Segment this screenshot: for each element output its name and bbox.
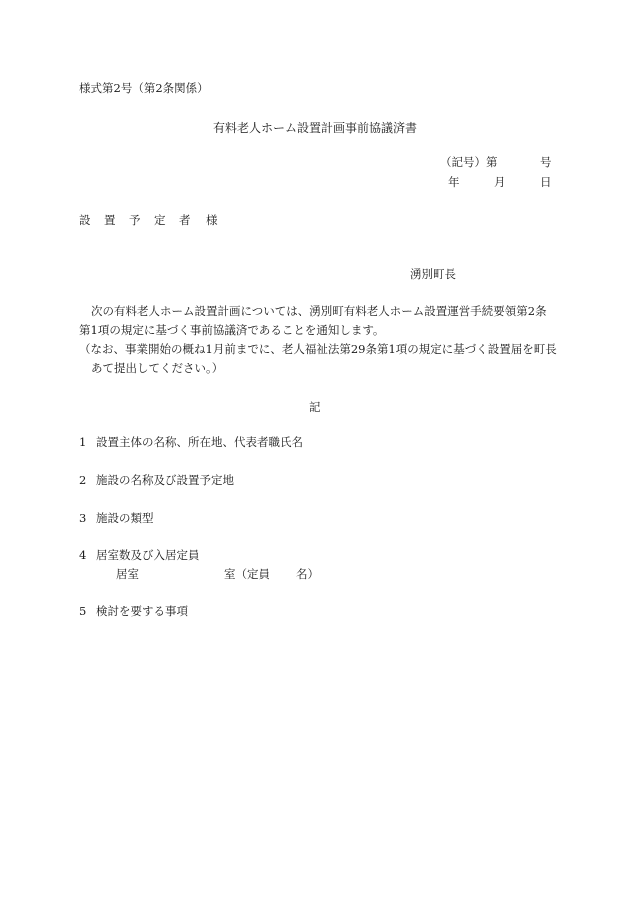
item-text: 検討を要する事項 — [96, 604, 188, 618]
body-line-3: （なお、事業開始の概ね1月前までに、老人福祉法第29条第1項の規定に基づく設置届を町長 — [79, 342, 557, 356]
item-text: 居室数及び入居定員 — [96, 548, 200, 562]
list-item — [79, 510, 154, 526]
body-line-4: あて提出してください。） — [91, 361, 224, 375]
document-title: 有料老人ホーム設置計画事前協議済書 — [212, 121, 417, 135]
date-day: 日 — [540, 175, 552, 189]
body-line-2: 第1項の規定に基づく事前協議済であることを通知します。 — [79, 323, 385, 337]
room-unit-label: 室（定員 — [224, 567, 270, 581]
item-text: 設置主体の名称、所在地、代表者職氏名 — [96, 435, 303, 449]
list-item — [79, 472, 234, 488]
item-text: 施設の類型 — [96, 511, 154, 525]
item-text: 施設の名称及び設置予定地 — [96, 473, 234, 487]
item-number: 1 — [79, 435, 87, 449]
addressee-honorific: 様 — [206, 213, 218, 227]
item-number: 4 — [79, 548, 87, 562]
sender-name: 湧別町長 — [410, 267, 456, 281]
room-count-line — [116, 566, 319, 582]
reference-number-prefix: （記号）第 — [440, 155, 498, 169]
ki-heading: 記 — [309, 400, 321, 414]
date-year: 年 — [448, 175, 460, 189]
item-number: 5 — [79, 604, 87, 618]
room-label: 居室 — [116, 567, 139, 581]
item-number: 2 — [79, 473, 87, 487]
body-line-1: 次の有料老人ホーム設置計画については、湧別町有料老人ホーム設置運営手続要領第2条 — [91, 304, 547, 318]
list-item — [79, 603, 188, 619]
form-label: 様式第2号（第2条関係） — [79, 81, 209, 95]
list-item — [79, 547, 200, 563]
reference-number-suffix: 号 — [540, 155, 552, 169]
addressee-label: 設 置 予 定 者 — [79, 213, 192, 227]
capacity-unit-label: 名） — [296, 567, 319, 581]
item-number: 3 — [79, 511, 87, 525]
date-month: 月 — [494, 175, 506, 189]
list-item — [79, 434, 303, 450]
